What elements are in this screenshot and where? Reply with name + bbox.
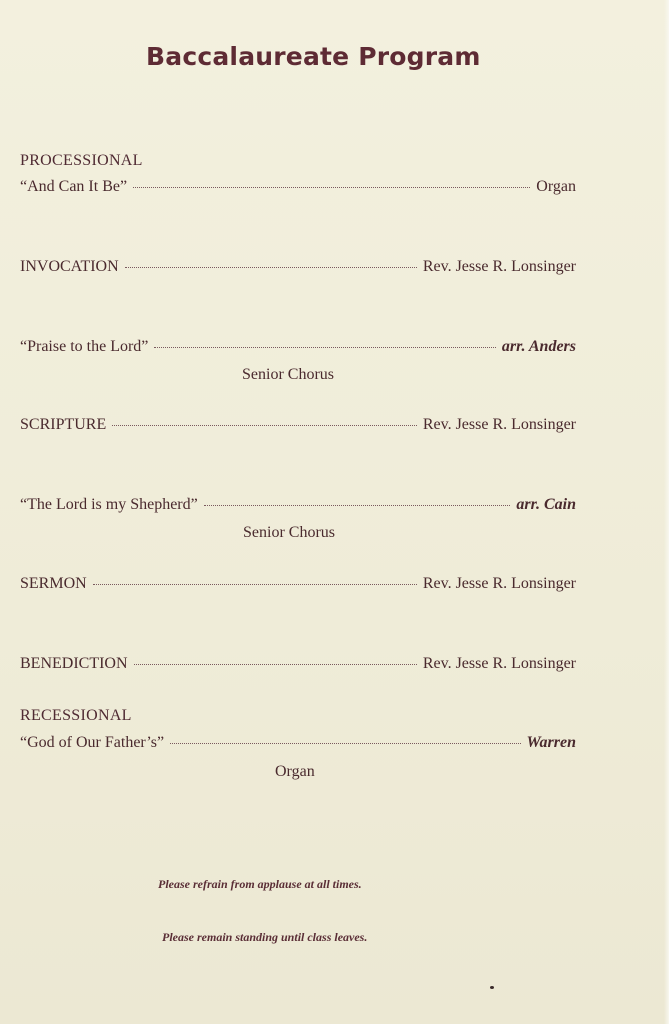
- recessional-piece: “God of Our Father’s”: [20, 734, 165, 751]
- processional-performer: Organ: [536, 178, 576, 195]
- shepherd-piece: “The Lord is my Shepherd”: [20, 496, 198, 513]
- applause-note: Please refrain from applause at all times.: [158, 877, 362, 891]
- processional-piece: “And Can It Be”: [20, 178, 128, 195]
- praise-piece: “Praise to the Lord”: [20, 338, 149, 355]
- shepherd-performer: Senior Chorus: [243, 524, 335, 541]
- sermon-row: [20, 575, 576, 597]
- invocation-leader: Rev. Jesse R. Lonsinger: [422, 258, 576, 275]
- recessional-row: [20, 734, 576, 756]
- sermon-label: SERMON: [20, 575, 87, 592]
- processional-heading: PROCESSIONAL: [20, 152, 143, 169]
- page-edge: [664, 0, 669, 1024]
- dot-leader: [93, 583, 417, 585]
- invocation-label: INVOCATION: [20, 258, 119, 275]
- dot-leader: [170, 742, 520, 744]
- dot-leader: [133, 186, 530, 188]
- dot-leader: [204, 504, 511, 506]
- benediction-leader: Rev. Jesse R. Lonsinger: [422, 655, 576, 672]
- invocation-row: [20, 258, 576, 280]
- paper-speck: [490, 986, 494, 989]
- scripture-row: [20, 416, 576, 438]
- praise-performer: Senior Chorus: [242, 366, 334, 383]
- program-title: Baccalaureate Program: [146, 42, 481, 71]
- shepherd-row: [20, 496, 576, 518]
- dot-leader: [134, 663, 417, 665]
- dot-leader: [154, 346, 495, 348]
- sermon-leader: Rev. Jesse R. Lonsinger: [422, 575, 576, 592]
- shepherd-arranger: arr. Cain: [516, 496, 576, 513]
- dot-leader: [112, 424, 417, 426]
- benediction-row: [20, 655, 576, 677]
- praise-arranger: arr. Anders: [501, 338, 576, 355]
- dot-leader: [125, 266, 417, 268]
- processional-row: [20, 178, 576, 200]
- recessional-heading: RECESSIONAL: [20, 707, 132, 724]
- scripture-label: SCRIPTURE: [20, 416, 107, 433]
- standing-note: Please remain standing until class leaves.: [162, 930, 368, 944]
- recessional-composer: Warren: [526, 734, 576, 751]
- recessional-performer: Organ: [275, 763, 315, 780]
- benediction-label: BENEDICTION: [20, 655, 128, 672]
- scripture-leader: Rev. Jesse R. Lonsinger: [422, 416, 576, 433]
- praise-row: [20, 338, 576, 360]
